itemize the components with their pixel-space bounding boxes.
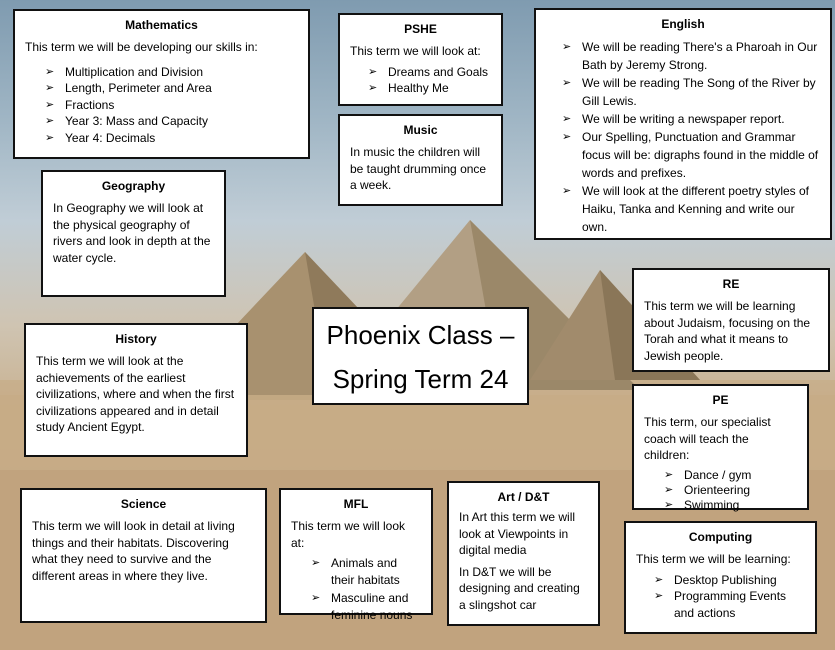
mathematics-intro: This term we will be developing our skills in: — [25, 40, 258, 54]
computing-list — [654, 572, 805, 622]
mathematics-heading: Mathematics — [125, 18, 198, 32]
page-title — [312, 307, 529, 405]
art-dt-box — [447, 481, 600, 626]
list-item: ➢ We will be writing a newspaper report. — [562, 110, 820, 128]
history-box — [24, 323, 248, 457]
title-line-1: Phoenix Class – — [326, 320, 515, 350]
re-heading: RE — [722, 277, 740, 291]
english-list — [562, 38, 820, 236]
re-text: This term we will be learning about Judaism, focusing on the Torah and what it means to Jewish people. — [644, 299, 811, 363]
mfl-intro: This term we will look at: — [291, 519, 406, 550]
pshe-heading: PSHE — [404, 22, 437, 36]
list-item: ➢ Orienteering — [664, 483, 797, 498]
pe-heading: PE — [712, 393, 729, 407]
list-item: ➢ Multiplication and Division — [45, 64, 298, 81]
computing-heading: Computing — [688, 530, 753, 544]
computing-intro: This term we will be learning: — [636, 552, 791, 566]
english-heading: English — [661, 17, 705, 31]
geography-heading: Geography — [101, 179, 166, 193]
title-line-2: Spring Term 24 — [332, 364, 509, 394]
mathematics-list — [45, 64, 298, 147]
english-box — [534, 8, 832, 240]
re-box — [632, 268, 830, 372]
science-box — [20, 488, 267, 623]
music-box — [338, 114, 503, 206]
dt-text: In D&T we will be designing and creating a slingshot car — [459, 564, 580, 612]
art-dt-heading: Art / D&T — [497, 490, 550, 504]
list-item: ➢ Dance / gym — [664, 468, 797, 483]
pe-box — [632, 384, 809, 510]
mfl-heading: MFL — [343, 497, 369, 511]
history-heading: History — [115, 332, 157, 346]
mfl-box — [279, 488, 433, 622]
mathematics-box — [13, 9, 310, 159]
list-item: ➢ Year 3: Mass and Capacity — [45, 113, 298, 130]
list-item: ➢ Healthy Me — [368, 80, 491, 97]
list-item: ➢ Programming Events and actions — [654, 588, 805, 621]
list-item: ➢ Fractions — [45, 97, 298, 114]
science-text: This term we will look in detail at living things and their habitats. Discovering what they need to survive and the different areas in where they live. — [32, 519, 235, 583]
list-item: ➢ Our Spelling, Punctuation and Grammar focus will be: digraphs found in the middle of words and prefixes. — [562, 128, 820, 182]
list-item: ➢ We will be reading The Song of the River by Gill Lewis. — [562, 74, 820, 110]
art-text: In Art this term we will look at Viewpoints in digital media — [459, 510, 576, 557]
pshe-box — [338, 13, 503, 106]
geography-text: In Geography we will look at the physical geography of rivers and look in depth at the water cycle. — [53, 201, 211, 265]
pshe-list — [368, 64, 491, 97]
list-item: ➢ We will be reading There's a Pharoah in Our Bath by Jeremy Strong. — [562, 38, 820, 74]
pshe-intro: This term we will look at: — [350, 44, 481, 58]
list-item: ➢ Desktop Publishing — [654, 572, 805, 589]
computing-box — [624, 521, 817, 634]
list-item: ➢ Animals and their habitats — [311, 555, 421, 588]
science-heading: Science — [120, 497, 167, 511]
mfl-list — [311, 555, 421, 623]
music-text: In music the children will be taught drumming once a week. — [350, 145, 487, 192]
list-item: ➢ We will look at the different poetry styles of Haiku, Tanka and Kenning and write our own. — [562, 182, 820, 236]
list-item: ➢ Dreams and Goals — [368, 64, 491, 81]
list-item: ➢ Length, Perimeter and Area — [45, 80, 298, 97]
list-item: ➢ Year 4: Decimals — [45, 130, 298, 147]
geography-box — [41, 170, 226, 297]
history-text: This term we will look at the achievements of the earliest civilizations, where and when the first civilizations appeared and in detail study Ancient Egypt. — [36, 354, 235, 434]
list-item: ➢ Swimming — [664, 498, 797, 513]
pe-list — [664, 468, 797, 513]
music-heading: Music — [403, 123, 438, 137]
list-item: ➢ Masculine and feminine nouns — [311, 590, 421, 623]
pe-intro: This term, our specialist coach will teach the children: — [644, 415, 771, 462]
